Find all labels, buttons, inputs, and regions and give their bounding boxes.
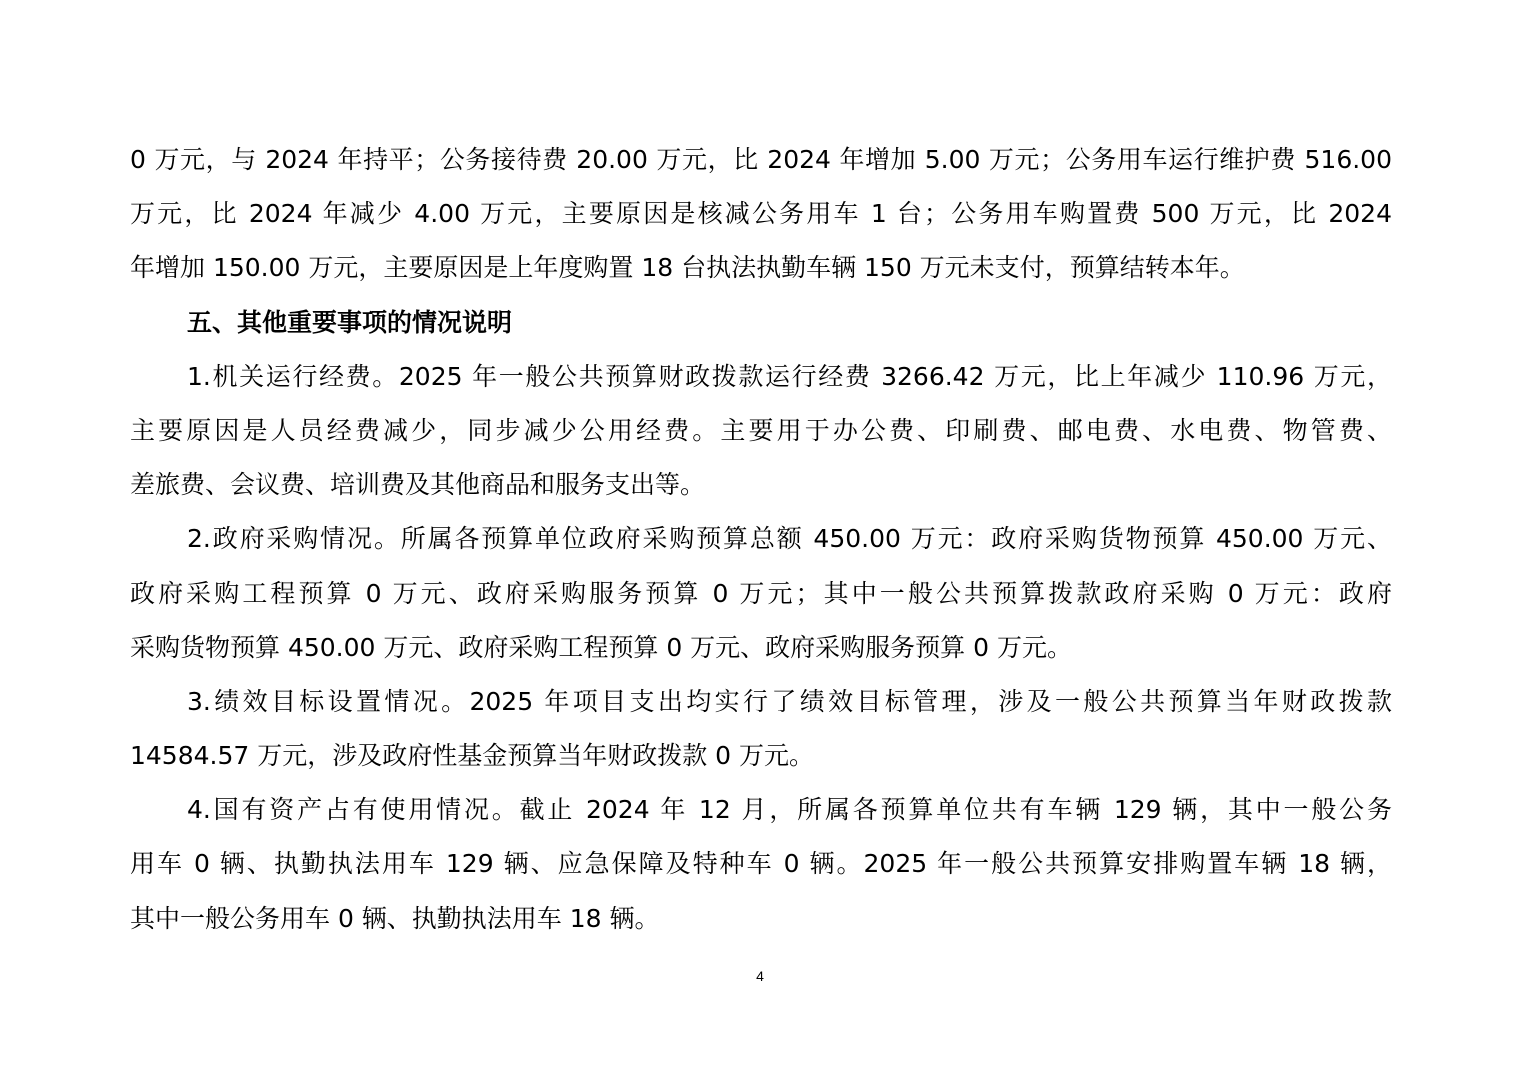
section-heading: 五、其他重要事项的情况说明 — [187, 307, 513, 337]
text-line: 1.机关运行经费。2025 年一般公共预算财政拨款运行经费 3266.42 万元，比上年减少 110.96 万元， — [187, 361, 1392, 391]
text-line: 3.绩效目标设置情况。2025 年项目支出均实行了绩效目标管理，涉及一般公共预算当年财政拨款 — [187, 686, 1392, 716]
text-line: 万元，比 2024 年减少 4.00 万元，主要原因是核减公务用车 1 台；公务用车购置费 500 万元，比 2024 — [130, 199, 1392, 229]
text-line: 主要原因是人员经费减少，同步减少公用经费。主要用于办公费、印刷费、邮电费、水电费、物管费、 — [130, 415, 1392, 445]
text-line: 政府采购工程预算 0 万元、政府采购服务预算 0 万元；其中一般公共预算拨款政府采购 0 万元：政府 — [130, 578, 1392, 608]
text-line: 采购货物预算 450.00 万元、政府采购工程预算 0 万元、政府采购服务预算 0 万元。 — [130, 632, 1072, 662]
text-line: 年增加 150.00 万元，主要原因是上年度购置 18 台执法执勤车辆 150 万元未支付，预算结转本年。 — [130, 253, 1245, 283]
text-line: 0 万元，与 2024 年持平；公务接待费 20.00 万元，比 2024 年增加 5.00 万元；公务用车运行维护费 516.00 — [130, 145, 1392, 174]
text-line: 差旅费、会议费、培训费及其他商品和服务支出等。 — [130, 470, 706, 500]
text-line: 用车 0 辆、执勤执法用车 129 辆、应急保障及特种车 0 辆。2025 年一般公共预算安排购置车辆 18 辆， — [130, 849, 1392, 879]
text-line: 14584.57 万元，涉及政府性基金预算当年财政拨款 0 万元。 — [130, 741, 815, 771]
text-line: 2.政府采购情况。所属各预算单位政府采购预算总额 450.00 万元：政府采购货物预算 450.00 万元、 — [187, 524, 1392, 554]
text-line: 其中一般公务用车 0 辆、执勤执法用车 18 辆。 — [130, 903, 660, 933]
document-body — [130, 133, 1392, 946]
page-number: 4 — [756, 968, 764, 984]
text-line: 4.国有资产占有使用情况。截止 2024 年 12 月，所属各预算单位共有车辆 129 辆，其中一般公务 — [187, 795, 1392, 825]
